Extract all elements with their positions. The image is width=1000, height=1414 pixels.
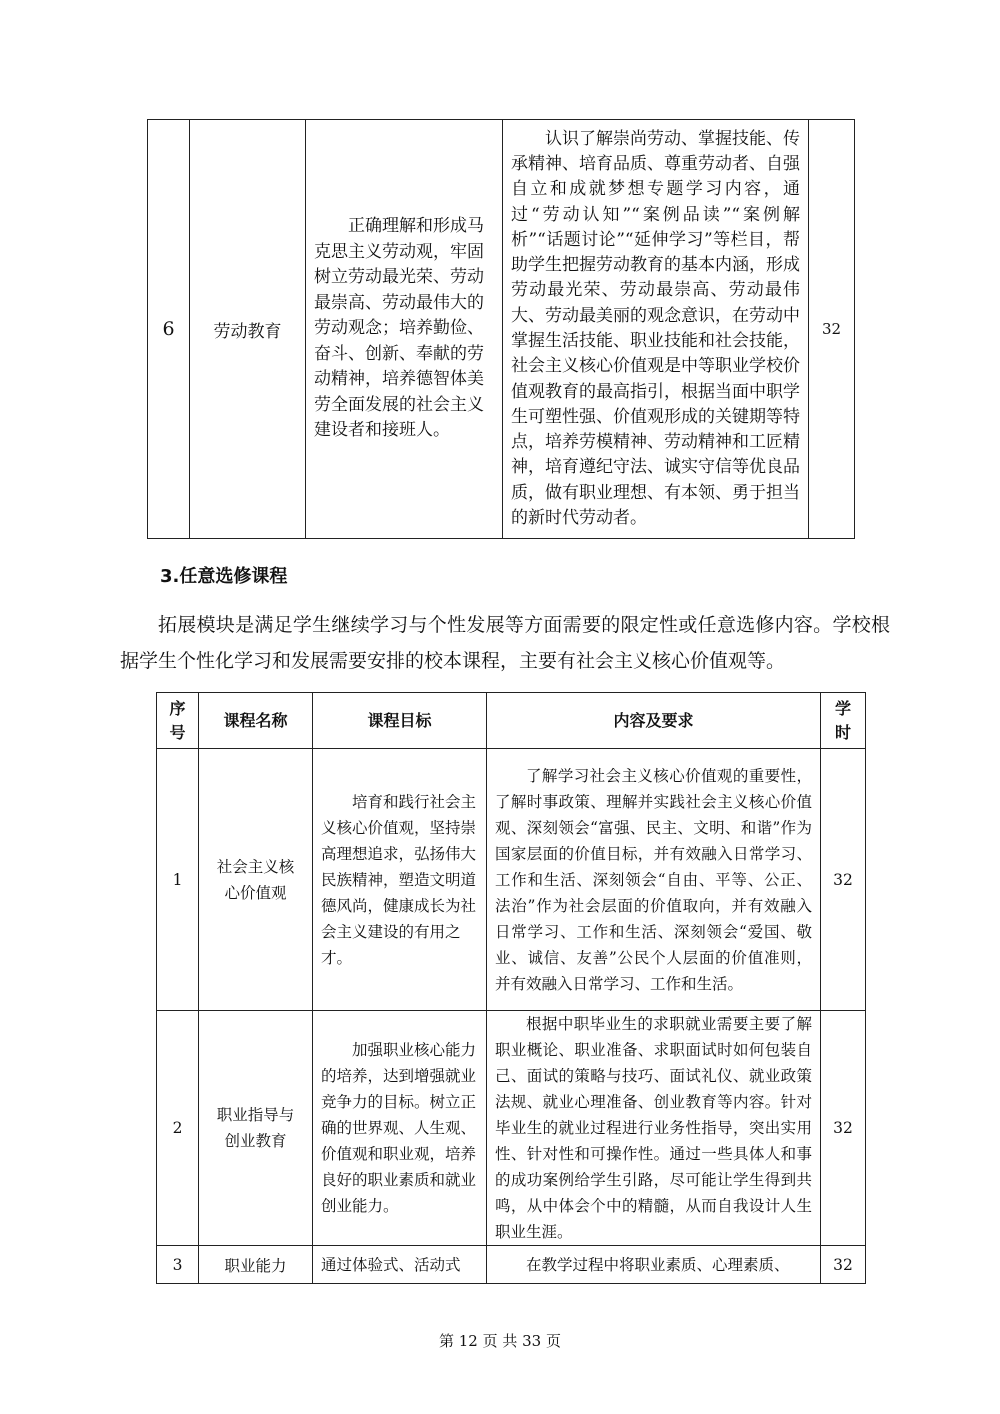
course-number: 3 (157, 1246, 199, 1284)
header-number: 序号 (157, 693, 199, 749)
course-number: 6 (148, 120, 190, 539)
table-row (157, 1011, 866, 1246)
course-content: 认识了解崇尚劳动、掌握技能、传承精神、培育品质、尊重劳动者、自强自立和成就梦想专题学习内容，通过“劳动认知”“案例品读”“案例解析”“话题讨论”“延伸学习”等栏目，帮助学生把握劳动教育的基本内涵，形成劳动最光荣、劳动最崇高、劳动最伟大、劳动最美丽的观念意识，在劳动中掌握生活技能、职业技能和社会技能，社会主义核心价值观是中等职业学校价值观教育的最高指引，根据当面中职学生可塑性强、价值观形成的关键期等特点，培养劳模精神、劳动精神和工匠精神，培育遵纪守法、诚实守信等优良品质，做有职业理想、有本领、勇于担当的新时代劳动者。 (503, 120, 809, 539)
header-hours: 学时 (821, 693, 866, 749)
course-goal: 培育和践行社会主义核心价值观，坚持崇高理想追求，弘扬伟大民族精神，塑造文明道德风尚，健康成长为社会主义建设的有用之才。 (313, 749, 487, 1011)
required-course-table (147, 119, 855, 539)
course-goal: 正确理解和形成马克思主义劳动观，牢固树立劳动最光荣、劳动最崇高、劳动最伟大的劳动观念；培养勤俭、奋斗、创新、奉献的劳动精神，培养德智体美劳全面发展的社会主义建设者和接班人。 (306, 120, 503, 539)
course-content: 在教学过程中将职业素质、心理素质、 (487, 1246, 821, 1284)
course-hours: 32 (821, 1011, 866, 1246)
table-row (148, 120, 855, 539)
course-goal: 加强职业核心能力的培养，达到增强就业竞争力的目标。树立正确的世界观、人生观、价值观和职业观，培养良好的职业素质和就业创业能力。 (313, 1011, 487, 1246)
table-row (157, 749, 866, 1011)
course-goal: 通过体验式、活动式 (313, 1246, 487, 1284)
course-content: 了解学习社会主义核心价值观的重要性，了解时事政策、理解并实践社会主义核心价值观、深刻领会“富强、民主、文明、和谐”作为国家层面的价值目标，并有效融入日常学习、工作和生活、深刻领会“自由、平等、公正、法治”作为社会层面的价值取向，并有效融入日常学习、工作和生活、深刻领会“爱国、敬业、诚信、友善”公民个人层面的价值准则，并有效融入日常学习、工作和生活。 (487, 749, 821, 1011)
course-name: 劳动教育 (190, 120, 306, 539)
intro-paragraph: 拓展模块是满足学生继续学习与个性发展等方面需要的限定性或任意选修内容。学校根据学生个性化学习和发展需要安排的校本课程，主要有社会主义核心价值观等。 (120, 614, 890, 672)
course-number: 2 (157, 1011, 199, 1246)
section-heading: 3.任意选修课程 (160, 566, 288, 587)
course-number: 1 (157, 749, 199, 1011)
page-footer: 第 12 页 共 33 页 (438, 1332, 561, 1350)
header-name: 课程名称 (199, 693, 313, 749)
elective-course-table (156, 692, 866, 1284)
course-hours: 32 (809, 120, 855, 539)
table-header-row (157, 693, 866, 749)
table-row (157, 1246, 866, 1284)
course-name: 社会主义核心价值观 (199, 749, 313, 1011)
course-name: 职业能力 (199, 1246, 313, 1284)
header-content: 内容及要求 (487, 693, 821, 749)
course-hours: 32 (821, 749, 866, 1011)
course-content: 根据中职毕业生的求职就业需要主要了解职业概论、职业准备、求职面试时如何包装自己、面试的策略与技巧、面试礼仪、就业政策法规、就业心理准备、创业教育等内容。针对毕业生的就业过程进行业务性指导，突出实用性、针对性和可操作性。通过一些具体人和事的成功案例给学生引路，尽可能让学生得到共鸣，从中体会个中的精髓，从而自我设计人生职业生涯。 (487, 1011, 821, 1246)
course-name: 职业指导与创业教育 (199, 1011, 313, 1246)
course-hours: 32 (821, 1246, 866, 1284)
header-goal: 课程目标 (313, 693, 487, 749)
